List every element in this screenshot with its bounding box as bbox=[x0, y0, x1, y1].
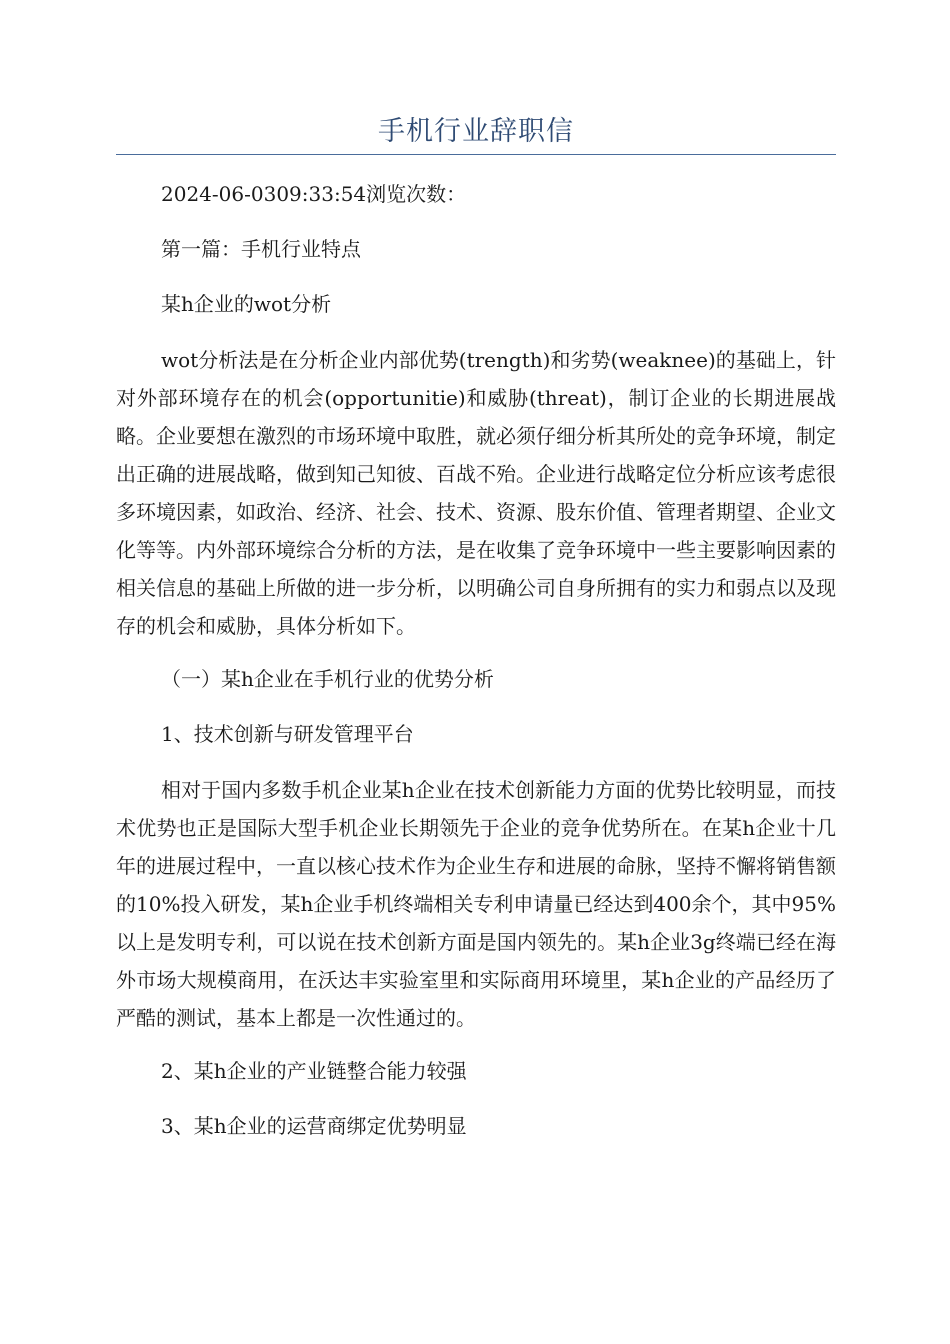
section-heading: 某h企业的wot分析 bbox=[161, 292, 332, 316]
list-heading: 2、某h企业的产业链整合能力较强 bbox=[161, 1059, 467, 1083]
body-paragraph: wot分析法是在分析企业内部优势(trength)和劣势(weaknee)的基础上，针对外部环境存在的机会(opportunitie)和威胁(threat)，制订企业的长期进展战略。企业要想在激烈的市场环境中取胜，就必须仔细分析其所处的竞争环境，制定出正确的进展战略，做到知己知彼、百战不殆。企业进行战略定位分析应该考虑很多环境因素，如政治、经济、社会、技术、资源、股东价值、管理者期望、企业文化等等。内外部环境综合分析的方法，是在收集了竞争环境中一些主要影响因素的相关信息的基础上所做的进一步分析，以明确公司自身所拥有的实力和弱点以及现存的机会和威胁，具体分析如下。 bbox=[116, 348, 836, 638]
list-heading: 3、某h企业的运营商绑定优势明显 bbox=[161, 1114, 467, 1138]
list-heading: 1、技术创新与研发管理平台 bbox=[161, 722, 414, 746]
document-body bbox=[116, 176, 836, 1163]
document-title: 手机行业辞职信 bbox=[378, 116, 574, 147]
body-paragraph: 相对于国内多数手机企业某h企业在技术创新能力方面的优势比较明显，而技术优势也正是国际大型手机企业长期领先于企业的竞争优势所在。在某h企业十几年的进展过程中，一直以核心技术作为企业生存和进展的命脉，坚持不懈将销售额的10%投入研发，某h企业手机终端相关专利申请量已经达到400余个，其中95%以上是发明专利，可以说在技术创新方面是国内领先的。某h企业3g终端已经在海外市场大规模商用，在沃达丰实验室里和实际商用环境里，某h企业的产品经历了严酷的测试，基本上都是一次性通过的。 bbox=[116, 778, 836, 1030]
title-divider bbox=[116, 154, 836, 155]
chapter-heading: 第一篇：手机行业特点 bbox=[161, 237, 361, 261]
meta-line: 2024-06-0309:33:54浏览次数： bbox=[161, 182, 467, 206]
subsection-heading: （一）某h企业在手机行业的优势分析 bbox=[161, 667, 494, 691]
